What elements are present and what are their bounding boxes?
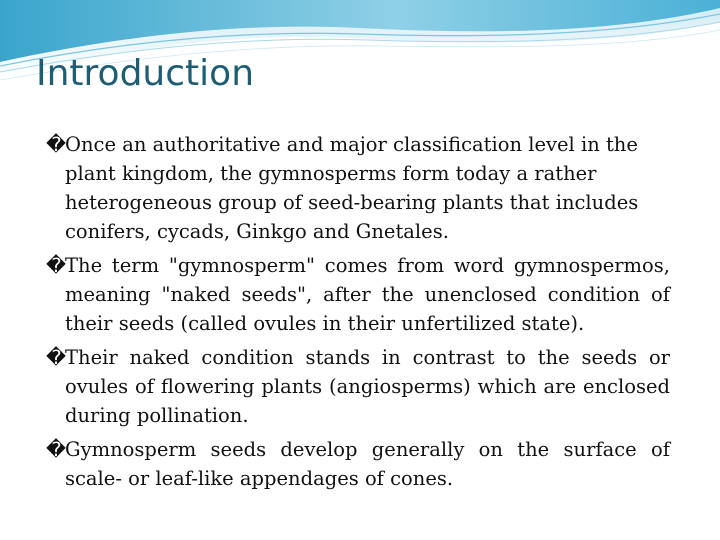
bullet-text: Their naked condition stands in contrast to the seeds or ovules of flowering plants (angiosperms) which are enclosed during pollination.: [65, 346, 670, 427]
bullet-glyph: �: [46, 346, 66, 369]
bullet-glyph: �: [46, 254, 66, 277]
bullet-glyph: �: [46, 133, 66, 156]
bullet-list: [46, 130, 670, 498]
bullet-text: Once an authoritative and major classification level in the plant kingdom, the gymnosperms form today a rather heterogeneous group of seed-bearing plants that includes conifers, cycads, Ginkgo and Gnetales.: [65, 133, 639, 243]
bullet-item: [46, 435, 670, 493]
bullet-text: Gymnosperm seeds develop generally on the surface of scale- or leaf-like appendages of cones.: [65, 438, 670, 490]
bullet-item: [46, 130, 670, 246]
bullet-item: [46, 343, 670, 430]
bullet-text: The term "gymnosperm" comes from word gymnospermos, meaning "naked seeds", after the unenclosed condition of their seeds (called ovules in their unfertilized state).: [65, 254, 670, 335]
slide-title: Introduction: [36, 53, 255, 94]
bullet-glyph: �: [46, 438, 66, 461]
bullet-item: [46, 251, 670, 338]
